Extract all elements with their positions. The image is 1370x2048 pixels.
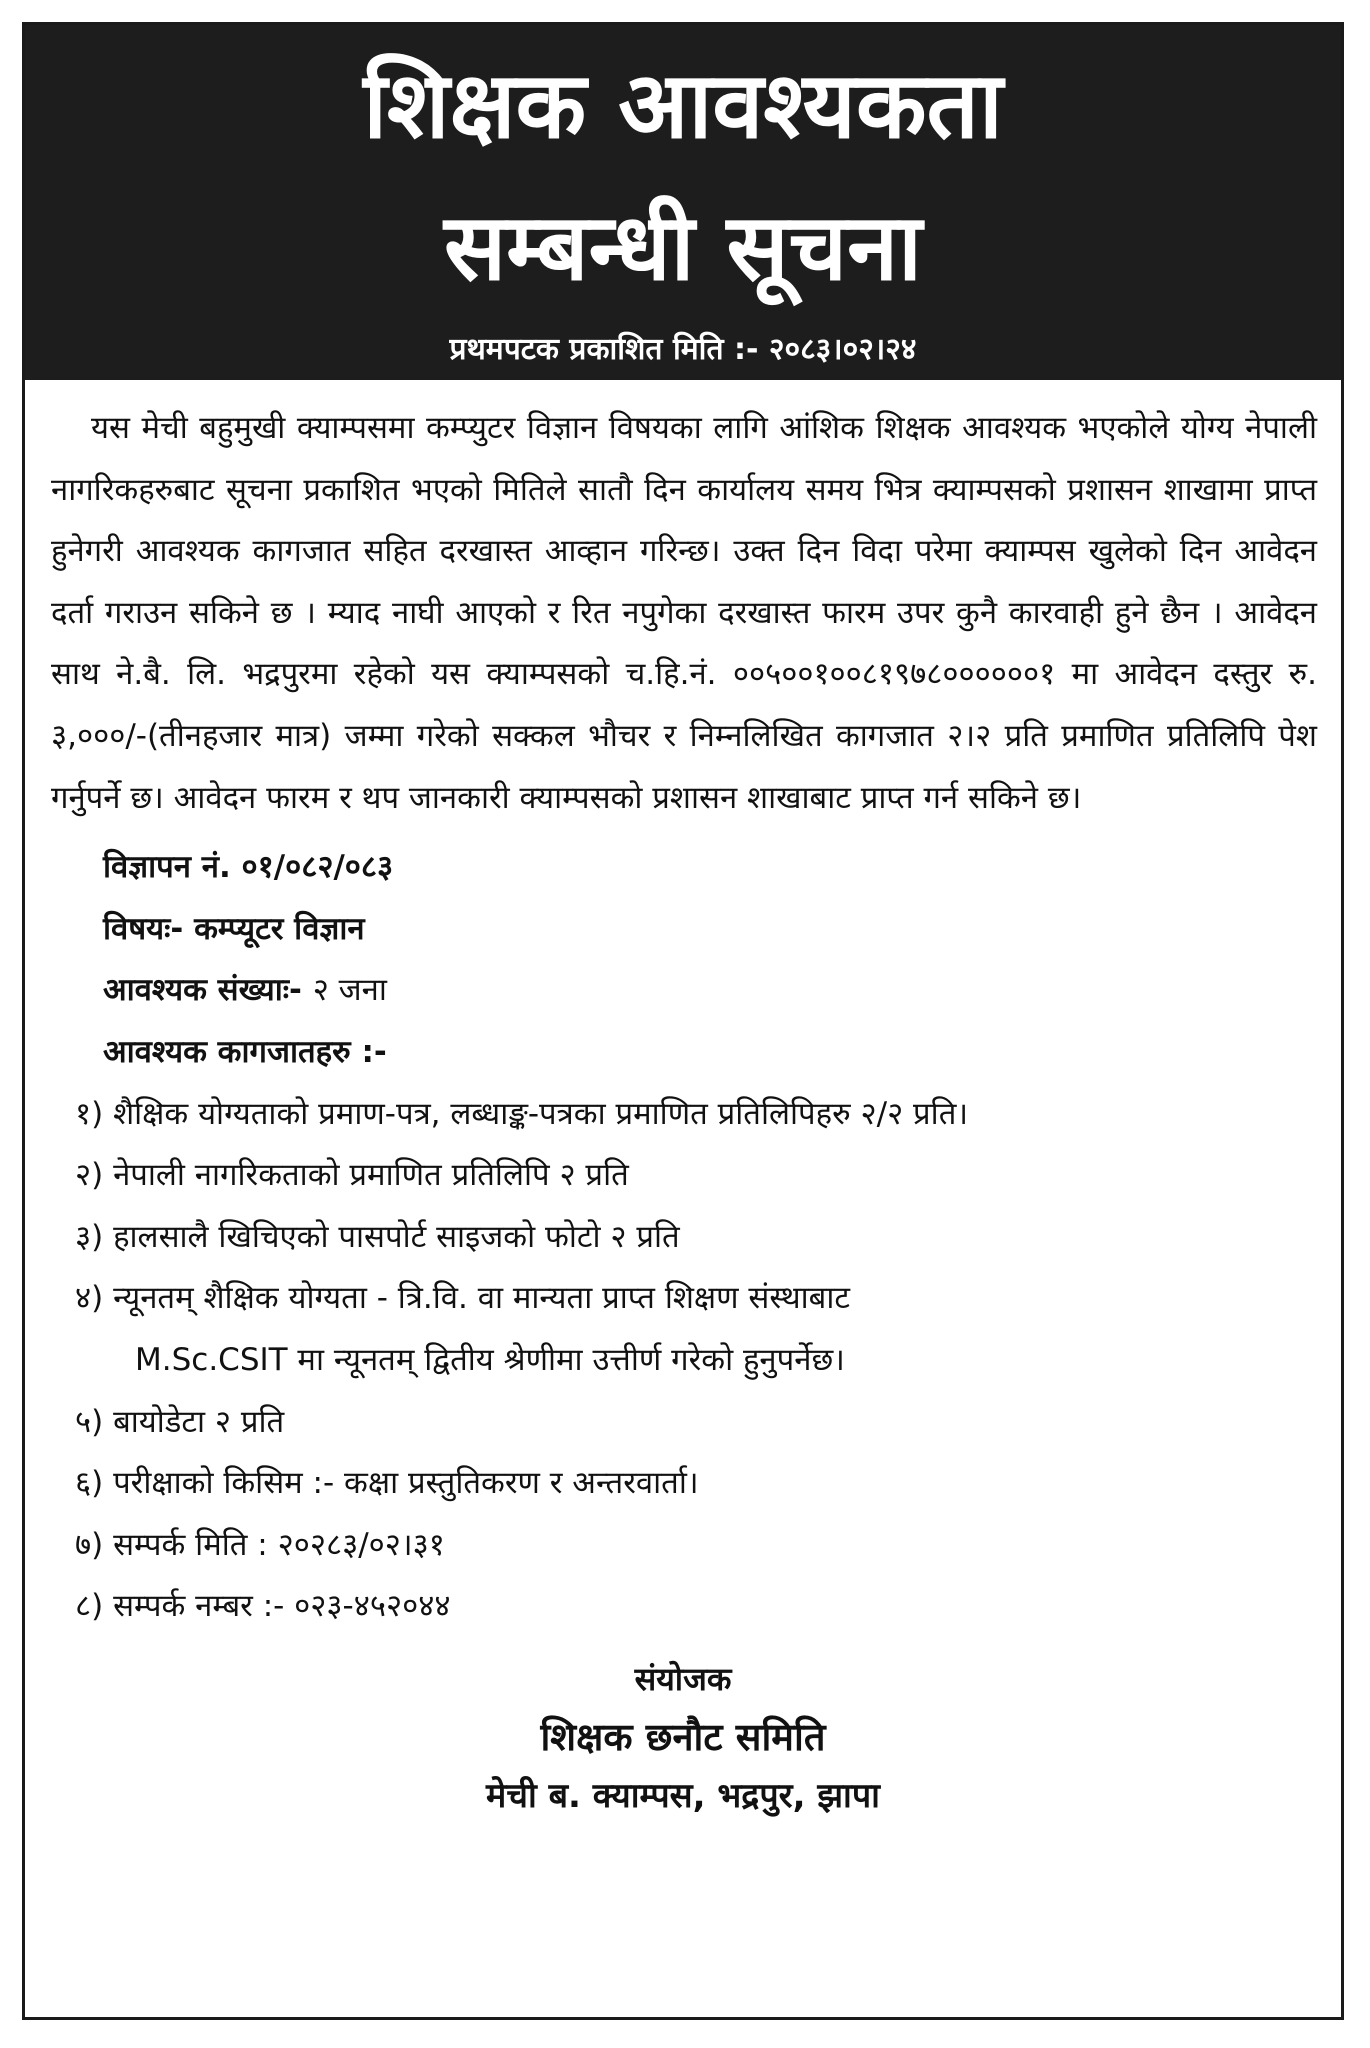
document-item: ४) न्यूनतम् शैक्षिक योग्यता - त्रि.वि. वा मान्यता प्राप्त शिक्षण संस्थाबाट bbox=[75, 1280, 851, 1317]
document-item: ७) सम्पर्क मिति : २०२८३/०२।३१ bbox=[75, 1526, 445, 1563]
notice-title-line-1: शिक्षक आवश्यकता bbox=[363, 52, 1003, 159]
notice-header bbox=[25, 25, 1341, 380]
document-item-continuation: M.Sc.CSIT मा न्यूनतम् द्वितीय श्रेणीमा उत्तीर्ण गरेको हुनुपर्नेछ। bbox=[135, 1341, 845, 1378]
required-count bbox=[51, 960, 1317, 1022]
notice-details bbox=[51, 837, 1317, 1638]
body-paragraph: यस मेची बहुमुखी क्याम्पसमा कम्प्युटर विज्ञान विषयका लागि आंशिक शिक्षक आवश्यक भएकोले योग्य नेपाली नागरिकहरुबाट सूचना प्रकाशित भएको मितिले सातौ दिन कार्यालय समय भित्र क्याम्पसको प्रशासन शाखामा प्राप्त हुनेगरी आवश्यक कागजात सहित दरखास्त आव्हान गरिन्छ। उक्त दिन विदा परेमा क्याम्पस खुलेको दिन आवेदन दर्ता गराउन सकिने छ । म्याद नाघी आएको र रित नपुगेका दरखास्त फारम उपर कुनै कारवाही हुने छैन । आवेदन साथ ने.बै. लि. भद्रपुरमा रहेको यस क्याम्पसको च.हि.नं. ००५००१००८१९७८००००००१ मा आवेदन दस्तुर रु. ३,०००/-(तीनहजार मात्र) जम्मा गरेको सक्कल भौचर र निम्नलिखित कागजात २।२ प्रति प्रमाणित प्रतिलिपि पेश गर्नुपर्ने छ। आवेदन फारम र थप जानकारी क्याम्पसको प्रशासन शाखाबाट प्राप्त गर्न सकिने छ। bbox=[51, 410, 1317, 816]
document-item: ८) सम्पर्क नम्बर :- ०२३-४५२०४४ bbox=[75, 1588, 451, 1625]
notice-body bbox=[51, 398, 1317, 829]
notice-title-line-2: सम्बन्धी सूचना bbox=[443, 194, 923, 301]
advert-number: विज्ञापन नं. ०१/०८२/०८३ bbox=[103, 849, 394, 886]
document-item: ३) हालसालै खिचिएको पासपोर्ट साइजको फोटो २ प्रति bbox=[75, 1218, 680, 1255]
document-item: ५) बायोडेटा २ प्रति bbox=[75, 1403, 285, 1440]
document-item: ६) परीक्षाको किसिम :- कक्षा प्रस्तुतिकरण र अन्तरवार्ता। bbox=[75, 1465, 699, 1502]
signature-campus: मेची ब. क्याम्पस, भद्रपुर, झापा bbox=[486, 1775, 880, 1816]
subject-line: विषयः- कम्प्यूटर विज्ञान bbox=[103, 910, 365, 947]
signature-block bbox=[25, 1652, 1341, 1824]
signature-committee: शिक्षक छनौट समिति bbox=[540, 1714, 826, 1759]
required-count-value: २ जना bbox=[312, 972, 387, 1009]
documents-heading: आवश्यक कागजातहरु :- bbox=[103, 1033, 387, 1070]
required-count-label: आवश्यक संख्याः- bbox=[103, 972, 302, 1009]
signature-role: संयोजक bbox=[634, 1659, 732, 1698]
publish-date: प्रथमपटक प्रकाशित मिति :- २०८३।०२।२४ bbox=[449, 332, 917, 367]
document-item: २) नेपाली नागरिकताको प्रमाणित प्रतिलिपि २ प्रति bbox=[75, 1157, 629, 1194]
notice-frame bbox=[22, 22, 1344, 2020]
document-item: १) शैक्षिक योग्यताको प्रमाण-पत्र, लब्धाङ्क-पत्रका प्रमाणित प्रतिलिपिहरु २/२ प्रति। bbox=[75, 1095, 969, 1132]
